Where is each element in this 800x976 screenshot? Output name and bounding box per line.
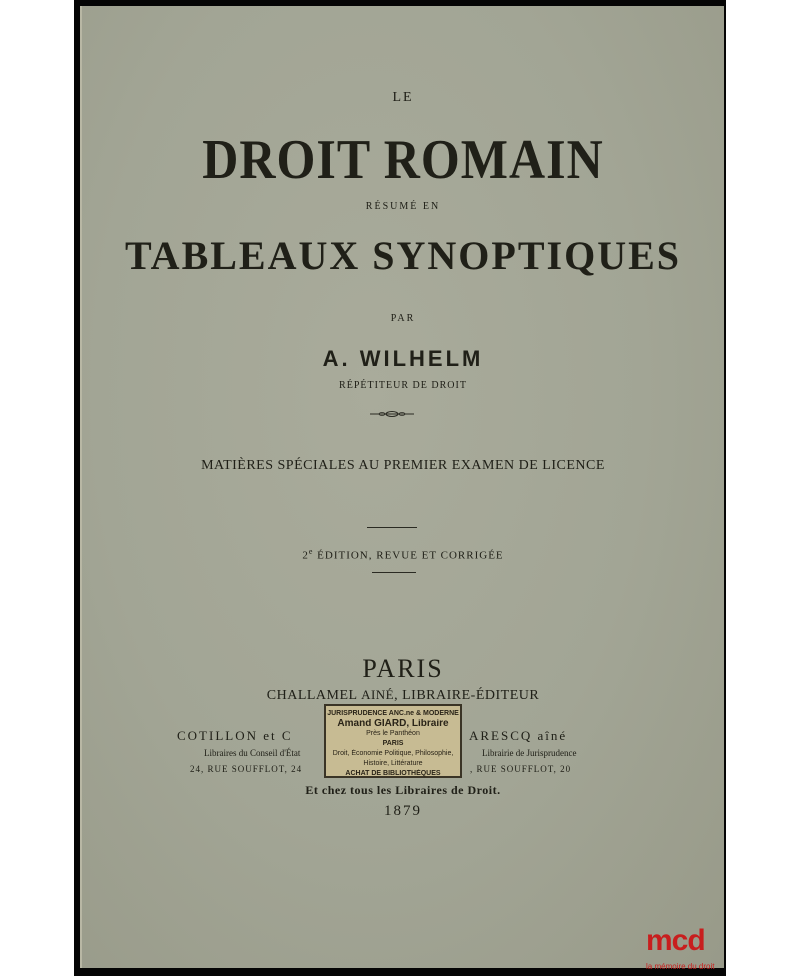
edition-text: ÉDITION, REVUE ET CORRIGÉE [313, 549, 504, 562]
left-bookseller-name: COTILLON et C [177, 728, 293, 743]
logo-tagline: la mémoire du droit [646, 962, 715, 971]
mcd-watermark-logo [646, 926, 726, 976]
title-connector: RÉSUMÉ EN [365, 201, 441, 212]
edition-line [82, 547, 724, 562]
stamp-line: Droit, Économie Politique, Philosophie, [332, 750, 454, 757]
stamp-line: JURISPRUDENCE ANC.ne & MODERNE [327, 710, 459, 717]
subject-line: MATIÈRES SPÉCIALES AU PREMIER EXAMEN DE LICENCE [201, 458, 605, 473]
also-available-line: Et chez tous les Libraires de Droit. [305, 783, 501, 797]
divider-rule [372, 572, 416, 573]
left-bookseller-address: 24, RUE SOUFFLOT, 24 [190, 764, 303, 774]
publisher-line: CHALLAMEL AINÉ, LIBRAIRE-ÉDITEUR [266, 687, 540, 703]
author-name: A. WILHELM [322, 346, 484, 371]
by-label: PAR [390, 313, 416, 324]
book-cover [80, 6, 724, 968]
publisher-name: CHALLAMEL [266, 688, 358, 703]
subtitle: TABLEAUX SYNOPTIQUES [124, 233, 682, 278]
main-title: DROIT ROMAIN [202, 127, 604, 191]
right-bookseller-desc: Librairie de Jurisprudence [482, 748, 577, 758]
publisher-role: LIBRAIRE-ÉDITEUR [402, 688, 540, 703]
stamp-line: PARIS [382, 740, 404, 747]
bookseller-stamp [324, 704, 462, 778]
publisher-aine: AINÉ [361, 687, 395, 702]
right-bookseller-address: , RUE SOUFFLOT, 20 [470, 764, 572, 774]
edition-number: 2 [302, 549, 309, 562]
stamp-line: ACHAT DE BIBLIOTHÈQUES [345, 770, 441, 777]
ornament-divider-icon [370, 410, 414, 418]
title-article: LE [392, 90, 414, 105]
stamp-line: Près le Panthéon [366, 730, 420, 737]
stamp-line: Amand GIARD, Libraire [337, 719, 449, 729]
right-bookseller-name: ARESCQ aîné [469, 728, 568, 743]
divider-rule [367, 527, 417, 528]
publication-year: 1879 [384, 803, 422, 819]
left-bookseller-desc: Libraires du Conseil d'État [204, 748, 301, 758]
publication-city: PARIS [362, 654, 444, 683]
author-role: RÉPÉTITEUR DE DROIT [339, 380, 467, 391]
edition-suffix: e [308, 547, 314, 556]
logo-mark: mcd [646, 924, 705, 957]
stamp-line: Histoire, Littérature [363, 760, 423, 767]
